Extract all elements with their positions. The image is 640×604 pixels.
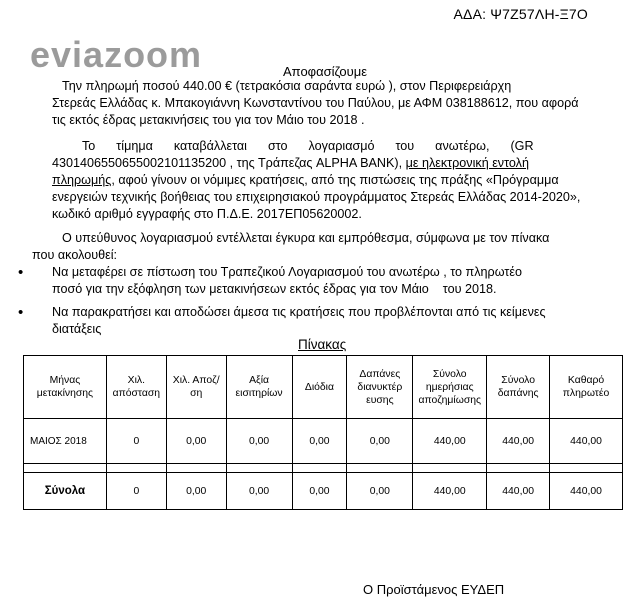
text-line: Στερεάς Ελλάδας κ. Μπακογιάννη Κωνσταντίνου του Παύλου, με ΑΦΜ 038188612, που αφορά	[52, 96, 579, 110]
payment-paragraph	[52, 78, 598, 129]
text-line: ενεργειών τεχνικής βοήθειας του επιχειρησιακού προγράμματος Στερεάς Ελλάδας 2014-2020»,	[52, 190, 581, 204]
iban-text: 4301406550655002101135200 , της Τράπεζας ALPHA BANK),	[52, 156, 406, 170]
table-cell: 440,00	[550, 473, 623, 510]
table-cell: 0,00	[292, 419, 347, 464]
month-cell: ΜΑΙΟΣ 2018	[24, 419, 107, 464]
header-cell: Χιλ. απόσταση	[106, 356, 166, 419]
header-cell: Αξία εισιτηρίων	[226, 356, 292, 419]
table-cell: 440,00	[550, 419, 623, 464]
text-line: Να παρακρατήσει και αποδώσει άμεσα τις κρατήσεις που προβλέπονται από τις κείμενες	[52, 305, 546, 319]
header-cell: Χιλ. Αποζ/ση	[166, 356, 226, 419]
text-line: που ακολουθεί:	[32, 248, 118, 262]
table-cell: 440,00	[413, 473, 487, 510]
table-cell: 0	[106, 473, 166, 510]
text-line: Ο υπεύθυνος λογαριασμού εντέλλεται έγκυρα και εμπρόθεσμα, σύμφωνα με τον πίνακα	[62, 231, 550, 245]
expense-table	[23, 355, 623, 510]
text-line	[52, 155, 598, 172]
watermark-logo: eviazoom	[30, 34, 203, 75]
payment-word: πληρωμής	[52, 173, 112, 187]
header-cell: Διόδια	[292, 356, 347, 419]
instruction-paragraph	[32, 230, 598, 264]
table-cell: 0	[106, 419, 166, 464]
text-line: ποσό για την εξόφληση των μετακινήσεων εκτός έδρας για τον Μάιο του 2018.	[52, 282, 497, 296]
table-title: Πίνακας	[298, 337, 347, 352]
text-line: κωδικό αριθμό εγγραφής στο Π.Δ.Ε. 2017ΕΠ05620002.	[52, 207, 362, 221]
table-cell: 0,00	[292, 473, 347, 510]
table-row	[24, 419, 623, 464]
signature-line: Ο Προϊστάμενος ΕΥΔΕΠ	[363, 582, 505, 597]
table-cell: 440,00	[487, 419, 550, 464]
account-paragraph	[52, 138, 598, 223]
text-line: τις εκτός έδρας μετακινήσεις του για τον Μάιο του 2018 .	[52, 113, 365, 127]
text-line: Να μεταφέρει σε πίστωση του Τραπεζικού Λογαριασμού του ανωτέρω , το πληρωτέο	[52, 265, 522, 279]
bullet-list	[18, 264, 608, 338]
text-line: Την πληρωμή ποσού 440.00 € (τετρακόσια σαράντα ευρώ ), στον Περιφερειάρχη	[62, 79, 512, 93]
table-cell: 0,00	[347, 473, 413, 510]
table-cell: 0,00	[347, 419, 413, 464]
table-cell: 440,00	[413, 419, 487, 464]
ada-code: ΑΔΑ: Ψ7Ζ57ΛΗ-Ξ7Ο	[453, 6, 588, 22]
table-cell: 0,00	[166, 419, 226, 464]
text-line	[52, 172, 598, 189]
text-line: Το τίμημα καταβάλλεται στο λογαριασμό του ανωτέρω, (GR	[82, 139, 534, 153]
totals-label: Σύνολα	[24, 473, 107, 510]
header-cell: Μήνας μετακίνησης	[24, 356, 107, 419]
bullet-icon: •	[18, 304, 24, 321]
bullet-icon: •	[18, 264, 24, 281]
table-header-row	[24, 356, 623, 419]
text-line: διατάξεις	[52, 322, 102, 336]
text-fragment: , αφού γίνουν οι νόμιμες κρατήσεις, από της πιστώσεις της πράξης «Πρόγραμμα	[111, 173, 559, 187]
list-item	[18, 264, 608, 298]
table-cell: 0,00	[226, 419, 292, 464]
electronic-order-text: με ηλεκτρονική εντολή	[405, 156, 529, 170]
table-spacer-row	[24, 464, 623, 473]
totals-row	[24, 473, 623, 510]
header-cell: Σύνολο ημερήσιας αποζημίωσης	[413, 356, 487, 419]
decision-heading: Αποφασίζουμε	[283, 64, 368, 79]
header-cell: Σύνολο δαπάνης	[487, 356, 550, 419]
table-cell: 440,00	[487, 473, 550, 510]
list-item	[18, 304, 608, 338]
header-cell: Δαπάνες διανυκτέρ ευσης	[347, 356, 413, 419]
table-cell: 0,00	[166, 473, 226, 510]
header-cell: Καθαρό πληρωτέο	[550, 356, 623, 419]
table-cell: 0,00	[226, 473, 292, 510]
